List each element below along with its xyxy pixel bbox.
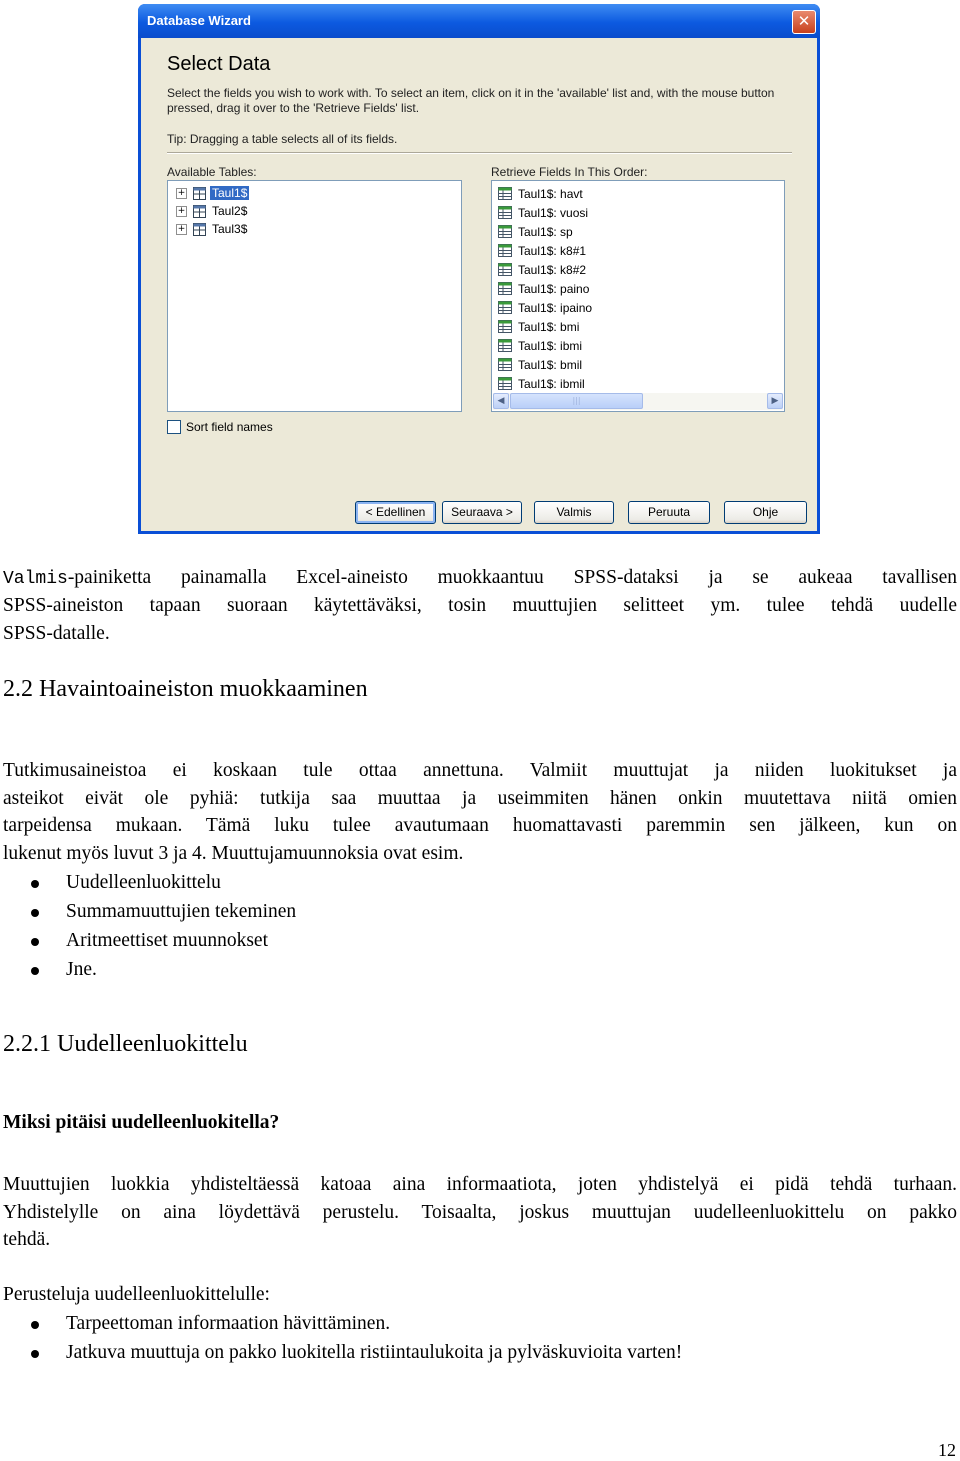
tree-item-table[interactable] (176, 202, 249, 220)
field-label: Taul1$: paino (518, 281, 590, 296)
field-list-item[interactable] (498, 336, 582, 355)
field-label: Taul1$: k8#1 (518, 243, 587, 258)
list-item: Jatkuva muuttuja on pakko luokitella ristiintaulukoita ja pylväskuvioita varten! (0, 1338, 682, 1367)
page-number: 12 (938, 1440, 956, 1460)
code-valmis: Valmis (3, 569, 68, 589)
paragraph-line: asteikot eivät ole pyhiä: tutkija saa muuttaa ja useimmiten hänen onkin muutettava niitä omien (3, 788, 957, 809)
available-tables-label: Available Tables: (167, 165, 257, 179)
field-list-item[interactable] (498, 222, 573, 241)
next-button[interactable]: Seuraava > (442, 501, 522, 524)
field-icon (498, 301, 512, 314)
field-icon (498, 339, 512, 352)
field-list-item[interactable] (498, 355, 582, 374)
field-icon (498, 358, 512, 371)
database-wizard-dialog (138, 4, 820, 534)
bullet-list (0, 1309, 682, 1367)
list-item: Tarpeettoman informaation hävittäminen. (0, 1309, 682, 1338)
dialog-client (141, 38, 817, 531)
tip-text: Tip: Dragging a table selects all of its fields. (167, 132, 398, 146)
field-label: Taul1$: bmil (518, 357, 583, 372)
subsection-heading: 2.2.1 Uudelleenluokittelu (3, 1031, 248, 1057)
question-heading: Miksi pitäisi uudelleenluokitella? (3, 1112, 280, 1133)
close-button[interactable]: ✕ (792, 10, 816, 34)
table-label[interactable]: Taul1$ (212, 186, 248, 200)
available-tables-list[interactable] (167, 180, 462, 412)
checkbox-label: Sort field names (186, 420, 273, 434)
field-icon (498, 206, 512, 219)
table-label[interactable]: Taul2$ (212, 204, 248, 218)
scroll-left-icon[interactable]: ◀ (493, 393, 509, 409)
field-list-item[interactable] (498, 317, 579, 336)
field-icon (498, 187, 512, 200)
paragraph-line (3, 564, 957, 593)
table-icon (193, 205, 206, 218)
field-list-item[interactable] (498, 260, 586, 279)
field-list-item[interactable] (498, 241, 586, 260)
title-bar[interactable] (138, 4, 820, 38)
finish-button[interactable]: Valmis (534, 501, 614, 524)
paragraph-line: Tutkimusaineistoa ei koskaan tule ottaa annettuna. Valmiit muuttujat ja niiden luokitukset ja (3, 760, 957, 781)
tree-item-table[interactable] (176, 220, 249, 238)
instructions-text: Select the fields you wish to work with. To select an item, click on it in the 'available' list and, with the mouse button pressed, drag it over to the 'Retrieve Fields' list. (167, 86, 775, 115)
horizontal-scrollbar[interactable] (493, 393, 783, 410)
table-icon (193, 223, 206, 236)
paragraph-line: lukenut myös luvut 3 ja 4. Muuttujamuunnoksia ovat esim. (3, 843, 464, 864)
field-label: Taul1$: ibmi (518, 338, 583, 353)
paragraph-line: SPSS-datalle. (3, 623, 110, 644)
paragraph-line: tarpeidensa mukaan. Tämä luku tulee avautumaan huomattavasti paremmin sen jälkeen, kun on (3, 815, 957, 836)
list-item: Uudelleenluokittelu (0, 868, 296, 897)
retrieve-fields-label: Retrieve Fields In This Order: (491, 165, 648, 179)
paragraph-text: -painiketta painamalla Excel-aineisto muokkaantuu SPSS-dataksi ja se aukeaa tavallisen (67, 567, 957, 588)
scroll-right-icon[interactable]: ▶ (767, 393, 783, 409)
retrieve-fields-list[interactable] (491, 180, 785, 412)
field-label: Taul1$: bmi (518, 319, 580, 334)
field-icon (498, 282, 512, 295)
field-list-item[interactable] (498, 184, 583, 203)
dialog-title: Database Wizard (147, 13, 251, 28)
list-item: Jne. (0, 955, 296, 984)
paragraph-line: SPSS-aineiston tapaan suoraan käytettäväksi, tosin muuttujien selitteet ym. tulee tehdä uudelle (3, 595, 957, 616)
tree-item-table[interactable] (176, 184, 249, 202)
paragraph-line: Yhdistelylle on aina löydettävä perustelu. Toisaalta, joskus muuttujan uudelleenluokittelu on pakko (3, 1202, 957, 1223)
list-item: Aritmeettiset muunnokset (0, 926, 296, 955)
expand-icon[interactable]: + (177, 205, 186, 216)
field-icon (498, 377, 512, 390)
field-label: Taul1$: sp (518, 224, 573, 239)
field-label: Taul1$: havt (518, 186, 583, 201)
paragraph-line: tehdä. (3, 1229, 51, 1250)
field-list-item[interactable] (498, 279, 589, 298)
field-icon (498, 225, 512, 238)
help-button[interactable]: Ohje (724, 501, 807, 524)
field-label: Taul1$: ipaino (518, 300, 593, 315)
field-icon (498, 263, 512, 276)
scroll-thumb[interactable]: ||| (510, 393, 643, 409)
field-icon (498, 244, 512, 257)
cancel-button[interactable]: Peruuta (628, 501, 710, 524)
field-label: Taul1$: vuosi (518, 205, 589, 220)
bullet-list (0, 868, 296, 984)
table-icon (193, 187, 206, 200)
sort-field-names-checkbox[interactable] (167, 420, 273, 434)
field-label: Taul1$: ibmil (518, 376, 585, 391)
separator (167, 152, 792, 154)
field-list-item[interactable] (498, 374, 585, 393)
expand-icon[interactable]: + (177, 223, 186, 234)
checkbox-box[interactable] (167, 420, 181, 434)
field-list-item[interactable] (498, 298, 592, 317)
dialog-heading: Select Data (167, 53, 271, 75)
paragraph-line: Muuttujien luokkia yhdisteltäessä katoaa aina informaatiota, joten yhdistelyä ei pidä tehdä turhaan. (3, 1174, 957, 1195)
list-item: Summamuuttujien tekeminen (0, 897, 296, 926)
field-label: Taul1$: k8#2 (518, 262, 587, 277)
table-label[interactable]: Taul3$ (212, 222, 248, 236)
expand-icon[interactable]: + (177, 187, 186, 198)
back-button[interactable]: < Edellinen (355, 501, 436, 524)
paragraph-line: Perusteluja uudelleenluokittelulle: (3, 1284, 270, 1305)
field-icon (498, 320, 512, 333)
section-heading: 2.2 Havaintoaineiston muokkaaminen (3, 676, 368, 702)
field-list-item[interactable] (498, 203, 588, 222)
